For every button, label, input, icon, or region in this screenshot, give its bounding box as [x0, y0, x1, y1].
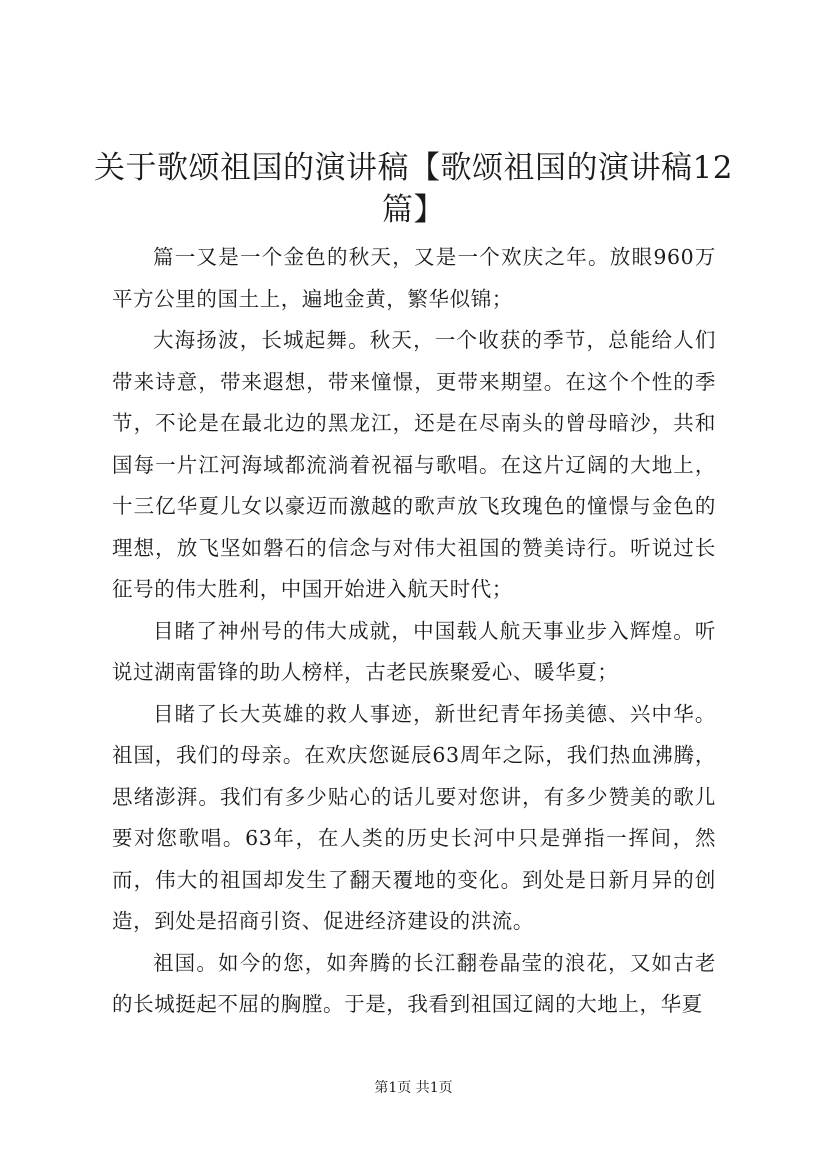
document-body	[112, 237, 716, 1026]
paragraph-2: 大海扬波，长城起舞。秋天，一个收获的季节，总能给人们带来诗意，带来遐想，带来憧憬，更带来期望。在这个个性的季节，不论是在最北边的黑龙江，还是在尽南头的曾母暗沙，共和国每一片江河海域都流淌着祝福与歌唱。在这片辽阔的大地上，十三亿华夏儿女以豪迈而激越的歌声放飞玫瑰色的憧憬与金色的理想，放飞坚如磐石的信念与对伟大祖国的赞美诗行。听说过长征号的伟大胜利，中国开始进入航天时代；	[112, 328, 716, 601]
document-title: 关于歌颂祖国的演讲稿【歌颂祖国的演讲稿12篇】	[94, 150, 733, 228]
page-footer: 第1页 共1页	[374, 1080, 453, 1096]
paragraph-3: 目睹了神州号的伟大成就，中国载人航天事业步入辉煌。听说过湖南雷锋的助人榜样，古老民族聚爱心、暖华夏；	[112, 618, 716, 684]
paragraph-5: 祖国。如今的您，如奔腾的长江翻卷晶莹的浪花，又如古老的长城挺起不屈的胸膛。于是，我看到祖国辽阔的大地上，华夏	[112, 950, 716, 1016]
paragraph-4: 目睹了长大英雄的救人事迹，新世纪青年扬美德、兴中华。祖国，我们的母亲。在欢庆您诞辰63周年之际，我们热血沸腾，思绪澎湃。我们有多少贴心的话儿要对您讲，有多少赞美的歌儿要对您歌唱。63年，在人类的历史长河中只是弹指一挥间，然而，伟大的祖国却发生了翻天覆地的变化。到处是日新月异的创造，到处是招商引资、促进经济建设的洪流。	[112, 701, 716, 933]
paragraph-1: 篇一又是一个金色的秋天，又是一个欢庆之年。放眼960万平方公里的国土上，遍地金黄，繁华似锦；	[112, 245, 716, 311]
